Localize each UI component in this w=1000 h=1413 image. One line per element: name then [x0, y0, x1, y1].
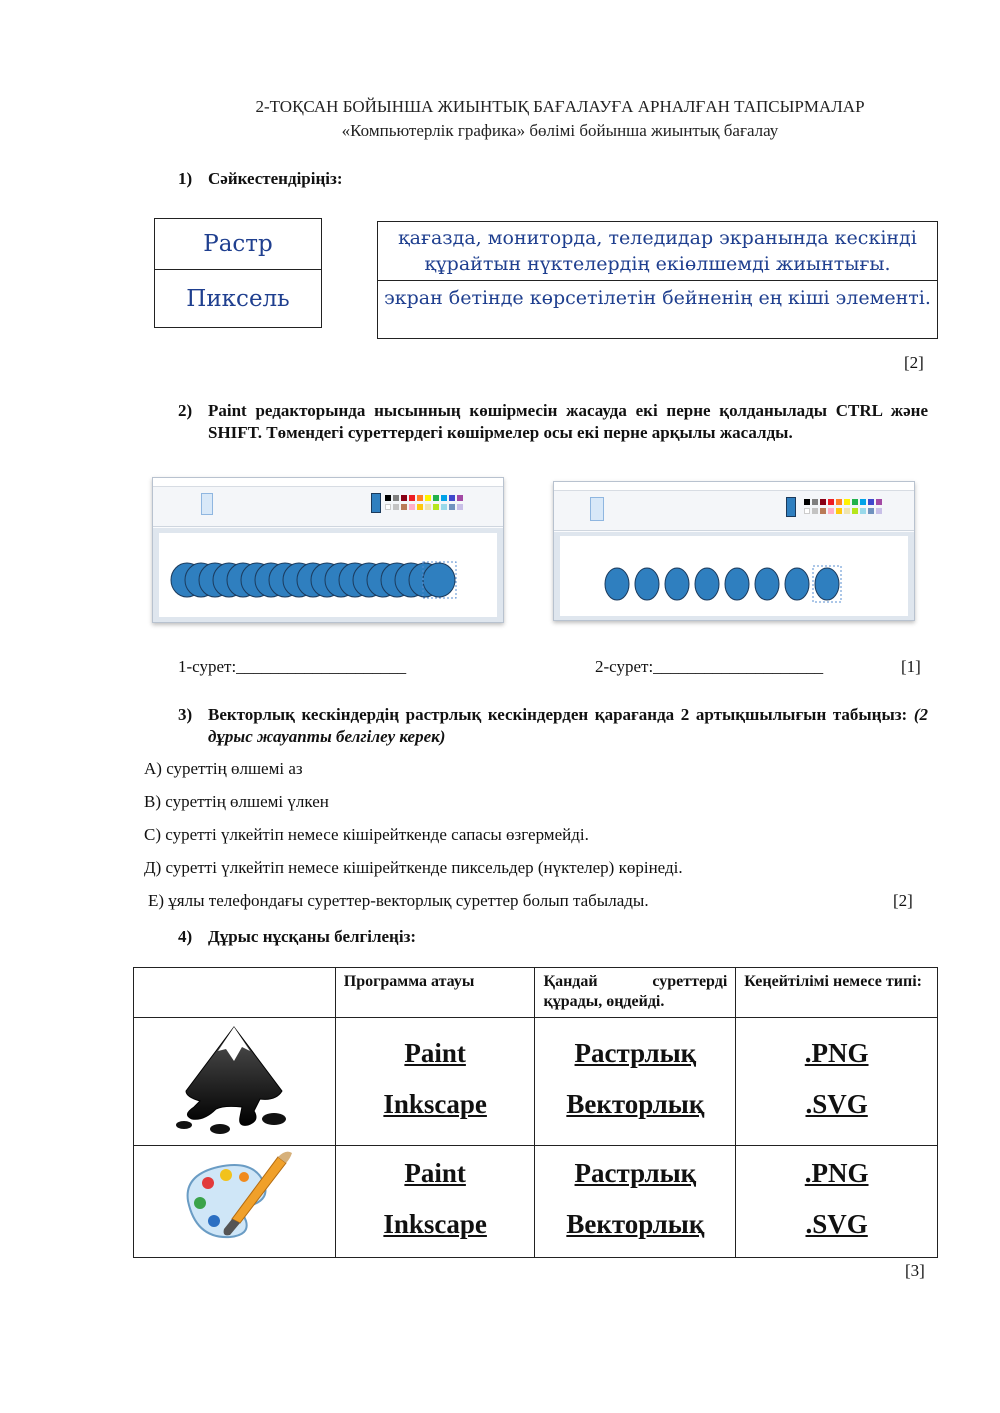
table-header-extension: Кеңейтілімі немесе типі:	[736, 968, 938, 1018]
paint-ribbon	[554, 491, 914, 531]
match-right-item-2[interactable]: экран бетінде көрсетілетін бейненің ең кіші элементі.	[384, 287, 931, 309]
table-header-empty	[134, 968, 336, 1018]
table-row	[134, 1146, 938, 1258]
question-2-text: Paint редакторында нысынның көшірмесін жасауда екі перне қолданылады CTRL және SHIFT. Төмендегі суреттердегі көшірмелер осы екі перне арқылы жасалды.	[208, 401, 928, 442]
program-table	[133, 967, 938, 1258]
table-cell-extension	[736, 1146, 938, 1258]
question-1-number: 1)	[178, 169, 193, 188]
table-cell-program	[335, 1018, 535, 1146]
paint-screenshot-2	[553, 481, 915, 621]
table-cell-program	[335, 1146, 535, 1258]
caption-figure-1[interactable]: 1-сурет:____________________	[178, 657, 407, 676]
question-3-text	[208, 704, 928, 748]
choice-raster[interactable]: Растрлық	[574, 1038, 697, 1068]
page-subtitle: «Компьютерлік графика» бөлімі бойынша жиынтық бағалау	[341, 121, 779, 140]
choice-paint[interactable]: Paint	[404, 1158, 466, 1188]
paint-title-bar	[153, 478, 503, 487]
table-row	[134, 1018, 938, 1146]
question-1-text: Сәйкестендіріңіз:	[208, 169, 343, 188]
match-right-item-1[interactable]: қағазда, мониторда, теледидар экранында кескінді құрайтын нүктелердің екіөлшемді жиынтығы.	[378, 222, 937, 281]
paint-title-bar	[554, 482, 914, 491]
choice-svg[interactable]: .SVG	[805, 1209, 868, 1239]
choice-inkscape[interactable]: Inkscape	[383, 1209, 487, 1239]
paint-screenshot-1	[152, 477, 504, 623]
option-a[interactable]: А) суреттің өлшемі аз	[144, 759, 303, 778]
table-cell-extension	[736, 1018, 938, 1146]
choice-paint[interactable]: Paint	[404, 1038, 466, 1068]
choice-png[interactable]: .PNG	[804, 1158, 869, 1188]
choice-vector[interactable]: Векторлық	[566, 1089, 705, 1119]
table-header-image-type: Қандай суреттерді құрады, өңдейді.	[535, 968, 736, 1018]
question-3-number: 3)	[178, 705, 193, 724]
match-left-item-raster[interactable]: Растр	[155, 219, 321, 270]
question-4-text: Дұрыс нұсқаны белгілеңіз:	[208, 927, 417, 946]
choice-svg[interactable]: .SVG	[805, 1089, 868, 1119]
match-left-box	[154, 218, 322, 328]
table-header-row	[134, 968, 938, 1018]
option-c[interactable]: С) суретті үлкейтіп немесе кішірейткенде сапасы өзгермейді.	[144, 825, 589, 844]
question-4-score: [3]	[905, 1261, 925, 1280]
option-b[interactable]: В) суреттің өлшемі үлкен	[144, 792, 329, 811]
table-cell-image-type	[535, 1146, 736, 1258]
question-2-number: 2)	[178, 401, 193, 420]
question-3-score: [2]	[893, 891, 913, 910]
table-cell-icon	[134, 1018, 336, 1146]
overlapping-ellipses-figure	[159, 533, 497, 617]
caption-figure-2[interactable]: 2-сурет:____________________	[595, 657, 824, 676]
question-1-score: [2]	[904, 353, 924, 372]
table-cell-icon	[134, 1146, 336, 1258]
match-left-item-pixel[interactable]: Пиксель	[186, 286, 290, 312]
choice-raster[interactable]: Растрлық	[574, 1158, 697, 1188]
choice-inkscape[interactable]: Inkscape	[383, 1089, 487, 1119]
match-right-box	[377, 221, 938, 339]
separated-ellipses-figure	[560, 536, 908, 616]
option-e[interactable]: Е) ұялы телефондағы суреттер-векторлық суреттер болып табылады.	[148, 891, 649, 910]
choice-png[interactable]: .PNG	[804, 1038, 869, 1068]
choice-vector[interactable]: Векторлық	[566, 1209, 705, 1239]
table-cell-image-type	[535, 1018, 736, 1146]
paint-palette-icon	[174, 1149, 294, 1249]
question-3-text-main: Векторлық кескіндердің растрлық кескіндерден қарағанда 2 артықшылығын табыңыз:	[208, 705, 908, 724]
inkscape-icon	[164, 1021, 304, 1137]
option-d[interactable]: Д) суретті үлкейтіп немесе кішірейткенде пиксельдер (нүктелер) көрінеді.	[144, 858, 683, 877]
question-4-number: 4)	[178, 927, 193, 946]
page-title: 2-ТОҚСАН БОЙЫНША ЖИЫНТЫҚ БАҒАЛАУҒА АРНАЛҒАН ТАПСЫРМАЛАР	[255, 97, 865, 116]
table-header-program: Программа атауы	[335, 968, 535, 1018]
question-3-hint: (2 дұрыс жауапты белгілеу керек)	[208, 705, 929, 746]
paint-ribbon	[153, 487, 503, 527]
question-2-score: [1]	[901, 657, 921, 676]
